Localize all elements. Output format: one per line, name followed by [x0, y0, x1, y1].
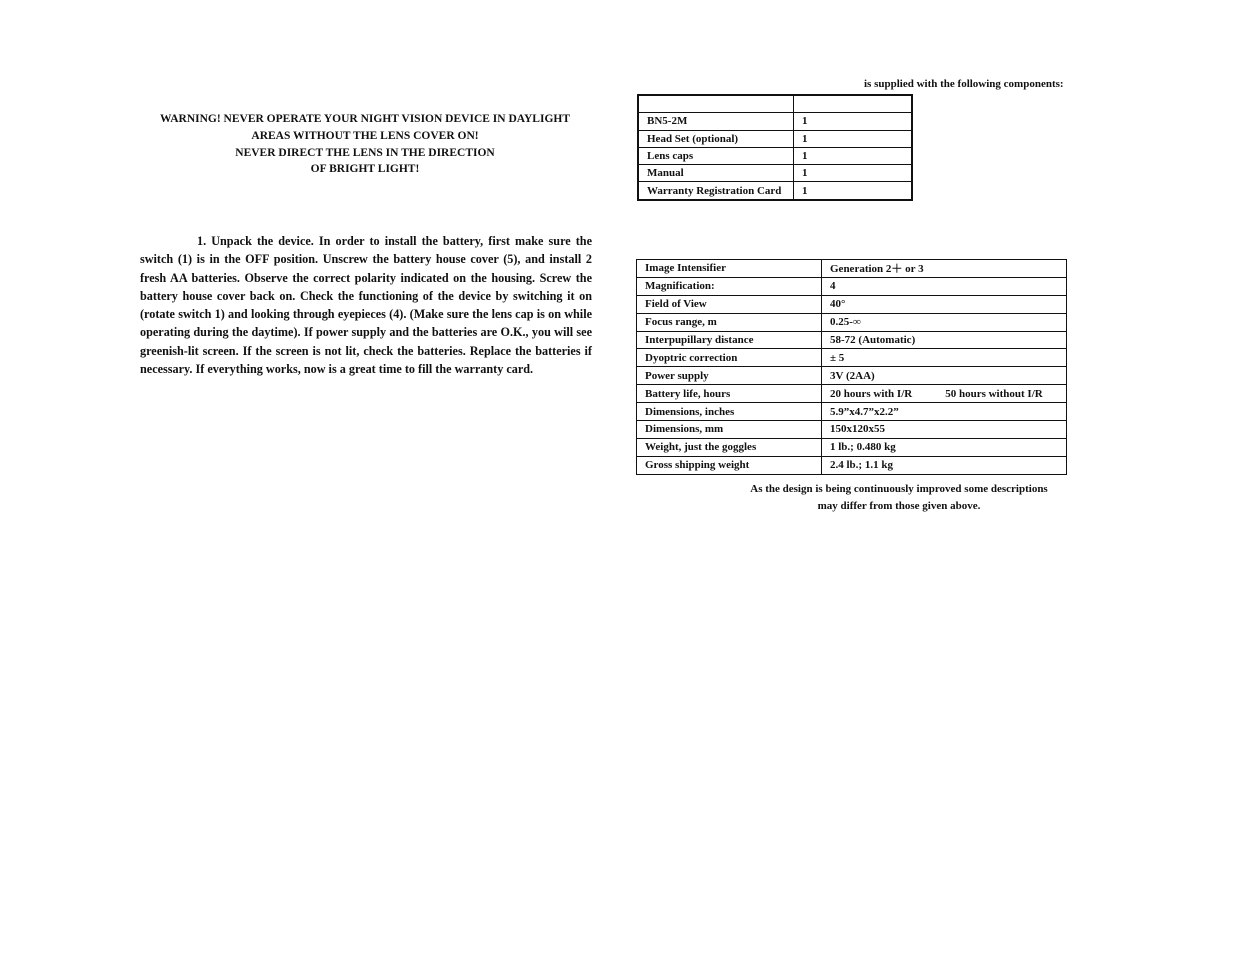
- spec-name: Dimensions, inches: [637, 403, 822, 421]
- table-row: [637, 260, 1067, 278]
- spec-value: ± 5: [822, 349, 1067, 367]
- table-row: [638, 147, 912, 164]
- table-row: [637, 313, 1067, 331]
- table-row: [637, 331, 1067, 349]
- table-row: [637, 385, 1067, 403]
- spec-name: Weight, just the goggles: [637, 438, 822, 456]
- warning-line-2: AREAS WITHOUT THE LENS COVER ON!: [251, 129, 479, 142]
- table-row: [638, 130, 912, 147]
- disclaimer-line-2: may differ from those given above.: [817, 500, 981, 512]
- spec-name: Gross shipping weight: [637, 456, 822, 474]
- component-name: Lens caps: [638, 147, 794, 164]
- component-name: BN5-2M: [638, 113, 794, 130]
- table-row: [637, 438, 1067, 456]
- component-qty: 1: [794, 113, 913, 130]
- component-name: Head Set (optional): [638, 130, 794, 147]
- spec-name: Image Intensifier: [637, 260, 822, 278]
- warning-line-4: OF BRIGHT LIGHT!: [310, 163, 420, 176]
- warning-block: [140, 111, 590, 178]
- spec-value: 2.4 lb.; 1.1 kg: [822, 456, 1067, 474]
- table-row: [637, 295, 1067, 313]
- table-row: [637, 367, 1067, 385]
- components-header-row: [638, 95, 912, 113]
- spec-name: Battery life, hours: [637, 385, 822, 403]
- spec-value: [822, 385, 1067, 403]
- spec-name: Focus range, m: [637, 313, 822, 331]
- components-header-qty: [794, 95, 913, 113]
- instructions-paragraph: 1. Unpack the device. In order to install the battery, first make sure the switch (1) is in the OFF position. Unscrew the battery house cover (5), and install 2 fresh AA batteries. Observe the correct polarity indicated on the housing. Screw the battery house cover back on. Check the functioning of the device by switching it on (rotate switch 1) and looking through eyepieces (4). (Make sure the lens cap is on while operating during the daytime). If power supply and the batteries are O.K., you will see greenish-lit screen. If the screen is not lit, check the batteries. Replace the batteries if necessary. If everything works, now is a great time to fill the warranty card.: [140, 234, 592, 377]
- table-row: [637, 403, 1067, 421]
- table-row: [637, 421, 1067, 439]
- warning-line-1: WARNING! NEVER OPERATE YOUR NIGHT VISION DEVICE IN DAYLIGHT: [159, 113, 571, 125]
- components-header-item: [638, 95, 794, 113]
- component-name: Manual: [638, 165, 794, 182]
- spec-value: Generation 2＋ or 3: [822, 260, 1067, 278]
- spec-value: 0.25-∞: [822, 313, 1067, 331]
- component-qty: 1: [794, 130, 913, 147]
- spec-name: Magnification:: [637, 277, 822, 295]
- spec-name: Field of View: [637, 295, 822, 313]
- spec-name: Dyoptric correction: [637, 349, 822, 367]
- battery-life-with-ir: 20 hours with I/R: [830, 387, 913, 400]
- table-row: [638, 182, 912, 200]
- component-qty: 1: [794, 165, 913, 182]
- component-name: Warranty Registration Card: [638, 182, 794, 200]
- spec-name: Power supply: [637, 367, 822, 385]
- table-row: [637, 456, 1067, 474]
- spec-value: 3V (2AA): [822, 367, 1067, 385]
- disclaimer-line-1: As the design is being continuously improved some descriptions: [750, 483, 1048, 495]
- component-qty: 1: [794, 147, 913, 164]
- spec-value: 4: [822, 277, 1067, 295]
- battery-life-without-ir: 50 hours without I/R: [945, 387, 1043, 400]
- table-row: [638, 113, 912, 130]
- spec-name: Interpupillary distance: [637, 331, 822, 349]
- design-disclaimer: [710, 481, 1088, 515]
- components-table: [637, 94, 913, 201]
- spec-value: 1 lb.; 0.480 kg: [822, 438, 1067, 456]
- table-row: [637, 277, 1067, 295]
- component-qty: 1: [794, 182, 913, 200]
- spec-name: Dimensions, mm: [637, 421, 822, 439]
- warning-line-3: NEVER DIRECT THE LENS IN THE DIRECTION: [235, 146, 495, 159]
- specifications-table: [636, 259, 1067, 475]
- table-row: [637, 349, 1067, 367]
- spec-value: 5.9”x4.7”x2.2”: [822, 403, 1067, 421]
- table-row: [638, 165, 912, 182]
- spec-value: 40°: [822, 295, 1067, 313]
- spec-value: 58-72 (Automatic): [822, 331, 1067, 349]
- spec-value: 150x120x55: [822, 421, 1067, 439]
- components-intro: is supplied with the following components:: [864, 78, 1064, 90]
